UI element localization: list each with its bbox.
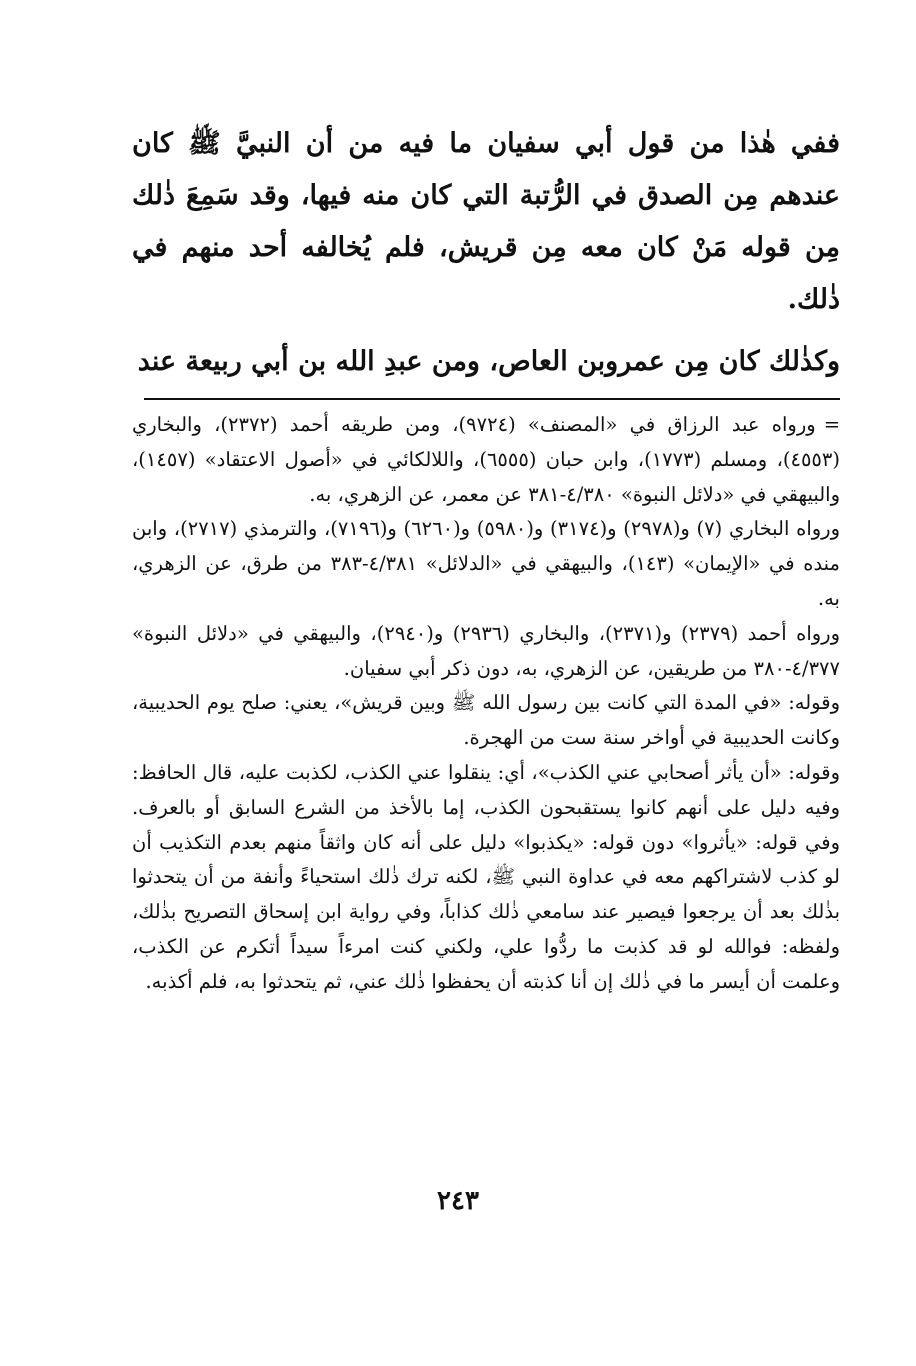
footnote-paragraph-3: ورواه أحمد (٢٣٧٩) و(٢٣٧١)، والبخاري (٢٩٣٦) و(٢٩٤٠)، والبيهقي في «دلائل النبوة» ٤/٣٧٧-٣٨٠ من طريقين، عن الزهري، به، دون ذكر أبي سفيان. [132,621,840,680]
footnote-text-1: ورواه عبد الرزاق في «المصنف» (٩٧٢٤)، ومن طريقه أحمد (٢٣٧٢)، والبخاري (٤٥٥٣)، ومسلم (١٧٧٣)، وابن حبان (٦٥٥٥)، واللالكائي في «أصول الاعتقاد» (١٤٥٧)، والبيهقي في «دلائل النبوة» ٤/٣٨٠-٣٨١ عن معمر، عن الزهري، به. [132,413,840,506]
page-number: ٢٤٣ [437,1186,479,1216]
footnote-paragraph-2: ورواه البخاري (٧) و(٢٩٧٨) و(٣١٧٤) و(٥٩٨٠) و(٦٢٦٠) و(٧١٩٦)، والترمذي (٢٧١٧)، وابن منده في «الإيمان» (١٤٣)، والبيهقي في «الدلائل» ٤/٣٨١-٣٨٣ من طرق، عن الزهري، به. [132,517,841,610]
main-paragraph-1: ففي هٰذا من قول أبي سفيان ما فيه من أن النبيَّ ﷺ كان عندهم مِن الصدق في الرُّتبة التي كان منه فيها، وقد سَمِعَ ذٰلك مِن قوله مَنْ كان معه مِن قريش، فلم يُخالفه أحد منهم في ذٰلك. [132,128,840,315]
footnotes [132,408,840,1000]
continuation-marker: = [823,413,841,436]
footnote-separator [144,398,840,400]
footnote-paragraph-4: وقوله: «في المدة التي كانت بين رسول الله ﷺ وبين قريش»، يعني: صلح يوم الحديبية، وكانت الحديبية في أواخر سنة ست من الهجرة. [132,691,840,750]
footnote-paragraph-1 [132,408,840,512]
main-text [132,118,840,388]
page-body [132,118,840,1000]
main-paragraph-2: وكذٰلك كان مِن عمروبن العاص، ومن عبدِ الله بن أبي ربيعة عند [137,346,840,377]
footnote-paragraph-5: وقوله: «أن يأثر أصحابي عني الكذب»، أي: ينقلوا عني الكذب، لكذبت عليه، قال الحافظ: وفيه دليل على أنهم كانوا يستقبحون الكذب، إما بالأخذ من الشرع السابق أو بالعرف. وفي قوله: «يأثروا» دون قوله: «يكذبوا» دليل على أنه كان واثقاً منهم بعدم التكذيب أن لو كذب لاشتراكهم معه في عداوة النبي ﷺ، لكنه ترك ذٰلك استحياءً وأنفة من أن يتحدثوا بذٰلك بعد أن يرجعوا فيصير عند سامعي ذٰلك كذاباً، وفي رواية ابن إسحاق التصريح بذٰلك، ولفظه: فوالله لو قد كذبت ما ردُّوا علي، ولكني كنت امرءاً سيداً أتكرم عن الكذب، وعلمت أن أيسر ما في ذٰلك إن أنا كذبته أن يحفظوا ذٰلك عني، ثم يتحدثوا به، فلم أكذبه. [132,760,840,993]
